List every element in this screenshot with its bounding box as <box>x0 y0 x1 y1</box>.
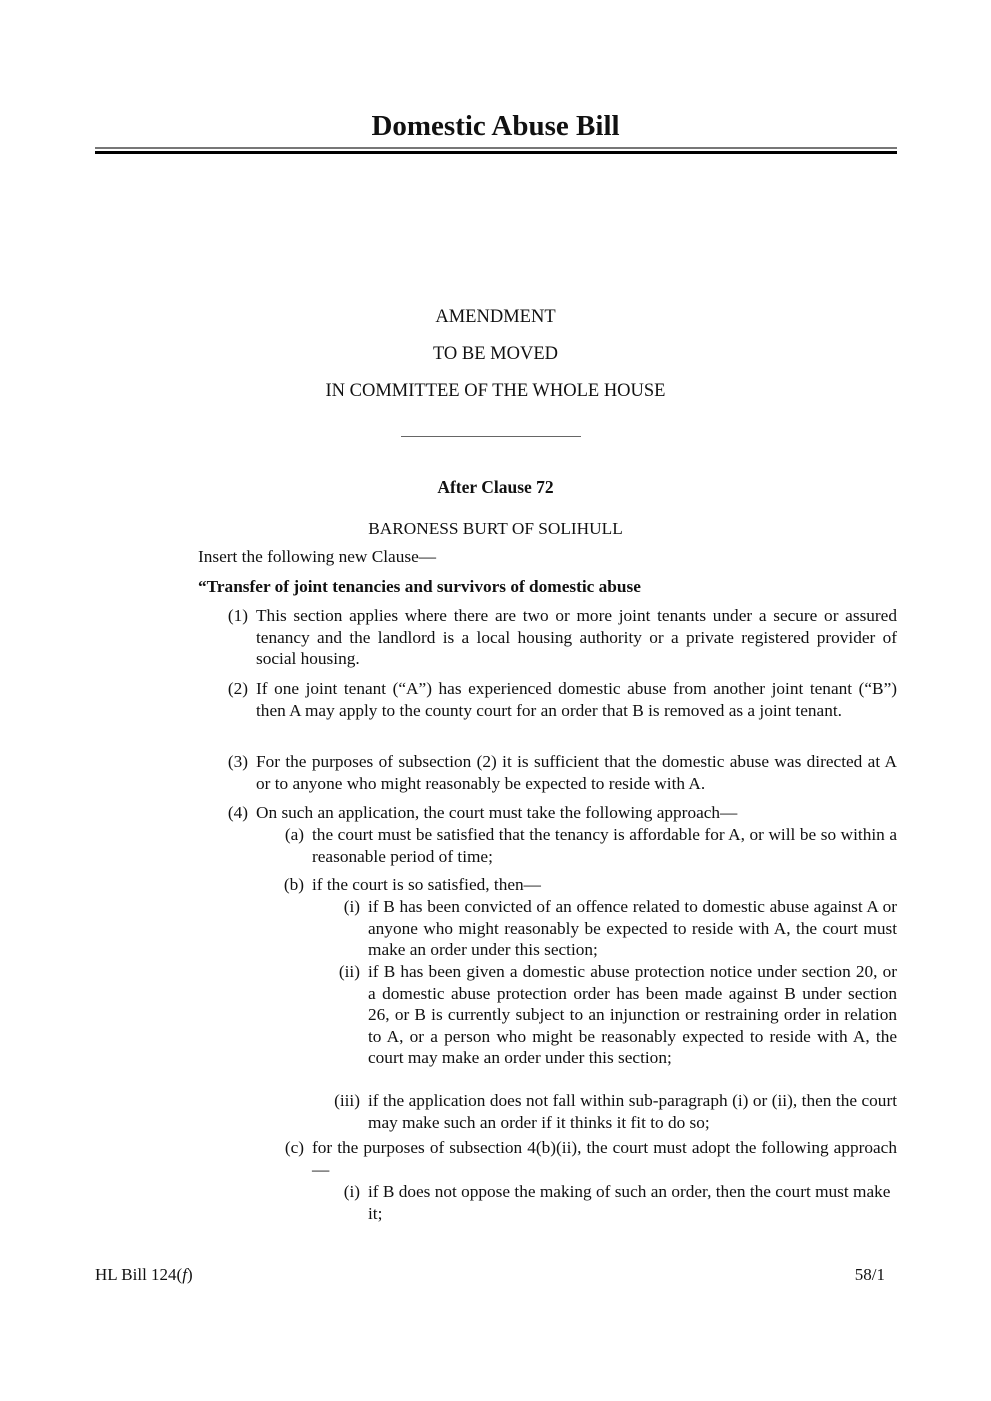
paragraph-number: (a) <box>284 825 304 844</box>
page-reference: 58/1 <box>854 1265 885 1284</box>
heading-committee: IN COMMITTEE OF THE WHOLE HOUSE <box>325 381 666 401</box>
amendment-mover: BARONESS BURT OF SOLIHULL <box>368 519 623 538</box>
subsection-text: This section applies where there are two or more joint tenants under a secure or assured tenancy and the landlord is a local housing authority or a private registered provider of social housing. <box>256 606 897 668</box>
heading-to-be-moved: TO BE MOVED <box>432 344 559 364</box>
subsection-text: On such an application, the court must take the following approach— <box>256 803 738 822</box>
title-rule-thick <box>95 151 897 154</box>
subparagraph-text: if B has been given a domestic abuse protection notice under section 20, or a domestic abuse protection order has been made against B under section 26, or B is currently subject to an injunction or restraining order in relation to A, or a person who might be reasonably expected to reside with A, the court may make an order under this section; <box>368 962 897 1067</box>
subsection-number: (1) <box>227 606 248 625</box>
title-rule-thin <box>95 147 897 149</box>
subsection-number: (3) <box>227 752 248 771</box>
subparagraph-text: if the application does not fall within sub-paragraph (i) or (ii), then the court may make such an order if it thinks it fit to do so; <box>368 1091 897 1132</box>
subsection-number: (2) <box>227 679 248 698</box>
bill-reference-prefix: HL Bill 124( <box>95 1265 183 1284</box>
paragraph-number: (b) <box>283 875 304 894</box>
subparagraph-text: if B has been convicted of an offence related to domestic abuse against A or anyone who might reasonably be expected to reside with A, the court must make an order under this section; <box>368 897 897 959</box>
subsection-text: For the purposes of subsection (2) it is sufficient that the domestic abuse was directed at A or to anyone who might reasonably be expected to reside with A. <box>256 752 897 793</box>
paragraph-text: for the purposes of subsection 4(b)(ii), the court must adopt the following approach— <box>312 1138 897 1179</box>
document-title: Domestic Abuse Bill <box>371 110 620 142</box>
heading-amendment: AMENDMENT <box>435 307 556 327</box>
amendment-position: After Clause 72 <box>437 477 554 497</box>
bill-reference-suffix: ) <box>186 1265 193 1284</box>
section-divider <box>401 436 581 437</box>
paragraph-number: (c) <box>284 1138 304 1157</box>
subparagraph-number: (i) <box>343 1182 360 1201</box>
bill-reference-letter: f <box>182 1265 187 1284</box>
subsection-text: If one joint tenant (“A”) has experienced domestic abuse from another joint tenant (“B”) then A may apply to the county court for an order that B is removed as a joint tenant. <box>256 679 897 720</box>
subparagraph-number: (i) <box>343 897 360 916</box>
subparagraph-number: (iii) <box>334 1091 360 1110</box>
paragraph-text: if the court is so satisfied, then— <box>312 875 541 894</box>
paragraph-text: the court must be satisfied that the tenancy is affordable for A, or will be so within a reasonable period of time; <box>312 825 897 866</box>
subparagraph-number: (ii) <box>338 962 360 981</box>
insert-instruction: Insert the following new Clause— <box>198 547 437 566</box>
subparagraph-text: if B does not oppose the making of such an order, then the court must make it; <box>368 1182 891 1223</box>
subsection-number: (4) <box>227 803 248 822</box>
clause-title: “Transfer of joint tenancies and survivors of domestic abuse <box>198 577 641 596</box>
bill-reference <box>95 1264 193 1286</box>
